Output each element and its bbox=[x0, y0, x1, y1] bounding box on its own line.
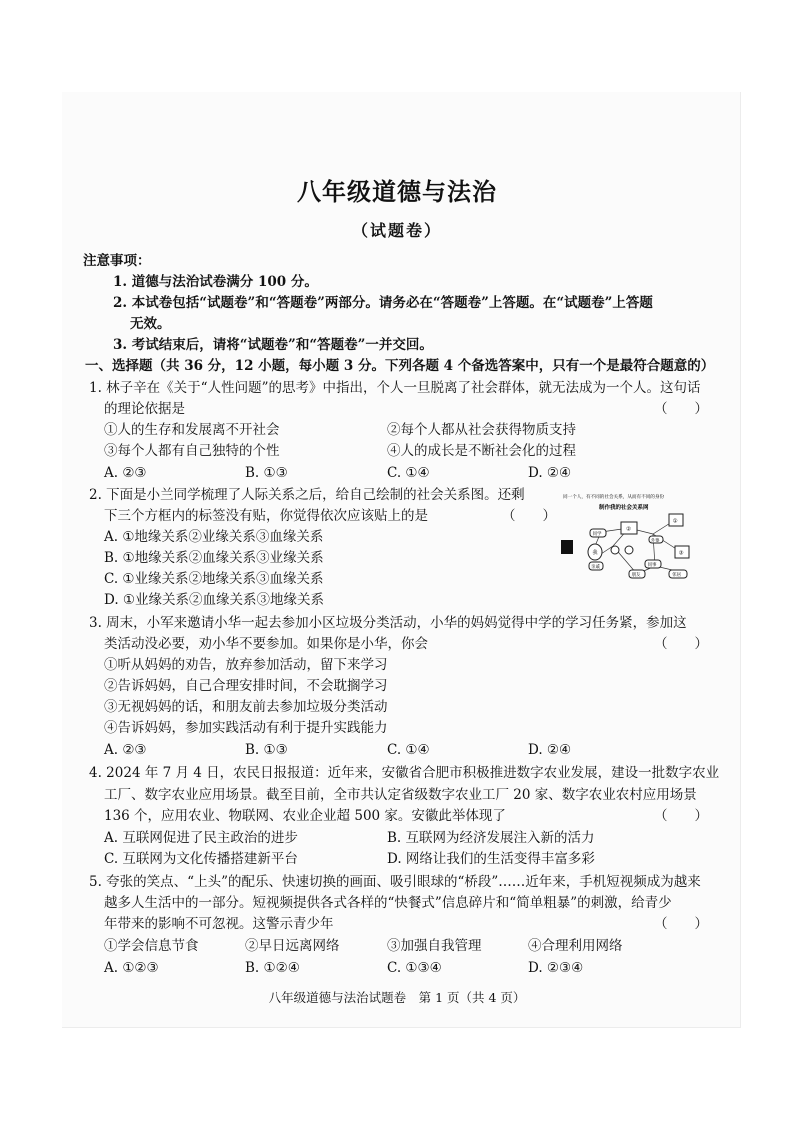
q5-option-c: C. ①③④ bbox=[387, 960, 442, 976]
q3-option-c: C. ①④ bbox=[387, 742, 430, 758]
diagram-node-friend-label: 朋友 bbox=[631, 573, 641, 578]
q4-option-a: A. 互联网促进了民主政治的进步 bbox=[104, 830, 298, 846]
q5-stem-line-1: 5. 夸张的笑点、“上头”的配乐、快速切换的画面、吸引眼球的“桥段”……近年来，手机短视频成为越来 bbox=[89, 874, 701, 890]
q5-option-d: D. ②③④ bbox=[528, 960, 584, 976]
q3-item-4: ④告诉妈妈，参加实践活动有利于提升实践能力 bbox=[104, 720, 388, 736]
q5-stem-line-3: 年带来的影响不可忽视。这警示青少年 bbox=[104, 916, 334, 932]
notice-1: 1. 道德与法治试卷满分 100 分。 bbox=[113, 274, 318, 290]
diagram-caption: 同一个人，有不同的社会关系，从而有不同的身份 bbox=[563, 495, 665, 500]
diagram-links bbox=[592, 520, 681, 574]
q1-option-d: D. ②④ bbox=[528, 465, 572, 481]
q5-option-b: B. ①②④ bbox=[245, 960, 300, 976]
diagram-node-dot bbox=[611, 546, 619, 554]
q3-stem-line-2: 类活动没必要，劝小华不要参加。如果你是小华，你会 bbox=[104, 636, 428, 652]
q1-item-1: ①人的生存和发展离不开社会 bbox=[104, 422, 280, 438]
q4-option-d: D. 网络让我们的生活变得丰富多彩 bbox=[387, 851, 595, 867]
q4-answer-bracket: （ ） bbox=[654, 808, 708, 824]
q4-stem-line-3: 136 个，应用农业、物联网、农业企业超 500 家。安徽此举体现了 bbox=[104, 808, 506, 824]
diagram-photo bbox=[561, 540, 573, 554]
q5-answer-bracket: （ ） bbox=[654, 916, 708, 932]
diagram-node-dot-2 bbox=[625, 546, 633, 554]
page-subtitle: （试题卷） bbox=[351, 221, 442, 240]
q5-option-a: A. ①②③ bbox=[104, 960, 159, 976]
q5-item-4: ④合理利用网络 bbox=[528, 938, 623, 954]
diagram-box-3-label: ③ bbox=[678, 550, 684, 557]
notice-2: 2. 本试卷包括“试题卷”和“答题卷”两部分。请务必在“答题卷”上答题。在“试题卷”上答题 bbox=[113, 295, 653, 311]
diagram-node-classmate-label: 同学 bbox=[592, 532, 602, 537]
q3-item-2: ②告诉妈妈，自己合理安排时间，不会耽搁学习 bbox=[104, 678, 388, 694]
social-relations-diagram bbox=[553, 488, 703, 598]
q3-item-1: ①听从妈妈的劝告，放弃参加活动，留下来学习 bbox=[104, 657, 388, 673]
page-title: 八年级道德与法治 bbox=[297, 177, 497, 206]
q5-item-1: ①学会信息节食 bbox=[104, 938, 199, 954]
q1-option-b: B. ①③ bbox=[245, 465, 288, 481]
q5-item-2: ②早日远离网络 bbox=[245, 938, 340, 954]
page-footer: 八年级道德与法治试题卷 第 1 页（共 4 页） bbox=[268, 990, 526, 1005]
notice-3: 3. 考试结束后，请将“试题卷”和“答题卷”一并交回。 bbox=[113, 337, 433, 353]
notice-2-cont: 无效。 bbox=[130, 316, 171, 332]
diagram-box-1-label: ① bbox=[672, 518, 678, 525]
q2-stem-line-2: 下三个方框内的标签没有贴，你觉得依次应该贴上的是 bbox=[104, 508, 428, 524]
q4-option-c: C. 互联网为文化传播搭建新平台 bbox=[104, 851, 298, 867]
q1-answer-bracket: （ ） bbox=[654, 401, 708, 417]
q1-item-4: ④人的成长是不断社会化的过程 bbox=[387, 443, 576, 459]
q2-answer-bracket: （ ） bbox=[502, 508, 556, 524]
diagram-node-grandma-label: 外婆 bbox=[651, 537, 660, 543]
q2-stem-line-1: 2. 下面是小兰同学梳理了人际关系之后，给自己绘制的社会关系图。还剩 bbox=[89, 487, 525, 503]
q3-item-3: ③无视妈妈的话，和朋友前去参加垃圾分类活动 bbox=[104, 699, 388, 715]
q1-stem-line-1: 1. 林子辛在《关于“人性问题”的思考》中指出，个人一旦脱离了社会群体，就无法成为一个人。这句话 bbox=[89, 380, 701, 396]
q1-option-c: C. ①④ bbox=[387, 465, 430, 481]
q2-option-d: D. ①业缘关系②血缘关系③地缘关系 bbox=[104, 592, 325, 608]
diagram-box-2-label: ② bbox=[626, 526, 631, 533]
diagram-node-relative-label: 亲戚 bbox=[591, 565, 600, 570]
q4-stem-line-2: 工厂、数字农业应用场景。截至目前，全市共认定省级数字农业工厂 20 家、数字农业农村应用场景 bbox=[104, 787, 697, 803]
q1-item-3: ③每个人都有自己独特的个性 bbox=[104, 443, 280, 459]
diagram-node-colleague-label: 同事 bbox=[647, 563, 657, 568]
section-heading: 一、选择题（共 36 分，12 小题，每小题 3 分。下列各题 4 个备选答案中，只有一个是最符合题意的） bbox=[85, 358, 715, 374]
q3-answer-bracket: （ ） bbox=[654, 636, 708, 652]
q3-stem-line-1: 3. 周末，小军来邀请小华一起去参加小区垃圾分类活动，小华的妈妈觉得中学的学习任务紧，参加这 bbox=[89, 615, 687, 631]
q5-item-3: ③加强自我管理 bbox=[387, 938, 482, 954]
q3-option-a: A. ②③ bbox=[104, 742, 147, 758]
q1-item-2: ②每个人都从社会获得物质支持 bbox=[387, 422, 576, 438]
q4-stem-line-1: 4. 2024 年 7 月 4 日，农民日报报道：近年来，安徽省合肥市积极推进数字农业发展，建设一批数字农业 bbox=[89, 765, 720, 781]
q1-option-a: A. ②③ bbox=[104, 465, 147, 481]
q4-option-b: B. 互联网为经济发展注入新的活力 bbox=[387, 830, 595, 846]
diagram-heading: 制作我的社会关系网 bbox=[599, 505, 649, 511]
q2-option-b: B. ①地缘关系②血缘关系③业缘关系 bbox=[104, 550, 324, 566]
notice-heading: 注意事项： bbox=[83, 253, 151, 269]
q3-option-d: D. ②④ bbox=[528, 742, 572, 758]
diagram-node-neighbor-label: 邻居 bbox=[672, 573, 681, 578]
q2-option-a: A. ①地缘关系②业缘关系③血缘关系 bbox=[104, 529, 324, 545]
q1-stem-line-2: 的理论依据是 bbox=[104, 401, 185, 417]
q3-option-b: B. ①③ bbox=[245, 742, 288, 758]
diagram-center-self-label: 我 bbox=[592, 550, 598, 556]
q5-stem-line-2: 越多人生活中的一部分。短视频提供各式各样的“快餐式”信息碎片和“简单粗暴”的刺激，给青少 bbox=[104, 895, 672, 911]
q2-option-c: C. ①业缘关系②地缘关系③血缘关系 bbox=[104, 571, 324, 587]
